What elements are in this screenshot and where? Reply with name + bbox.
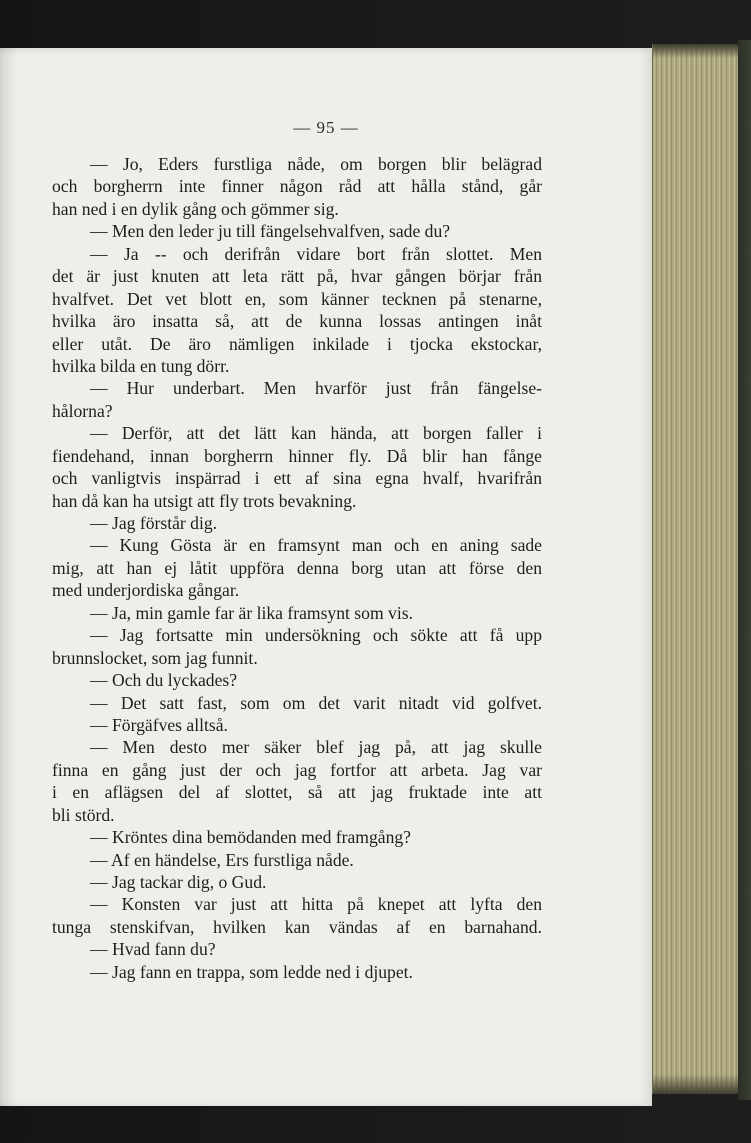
text-line: — Det satt fast, som om det varit nitadt vid golfvet.	[90, 692, 542, 713]
text-line: han ned i en dylik gång och gömmer sig.	[52, 198, 339, 219]
text-line: eller utåt. De äro nämligen inkilade i tjocka ekstockar,	[52, 333, 542, 354]
text-line: hålorna?	[52, 400, 113, 421]
text-line: — Konsten var just att hitta på knepet att lyfta den	[90, 894, 542, 915]
text-line: — Förgäfves alltså.	[90, 714, 228, 735]
text-line: — Jag fann en trappa, som ledde ned i djupet.	[90, 961, 413, 982]
text-line: det är just knuten att leta rätt på, hvar gången börjar från	[52, 266, 542, 287]
book-page-edges	[652, 44, 739, 1094]
text-line: — Kröntes dina bemödanden med framgång?	[90, 827, 411, 848]
text-line: hvalfvet. Det vet blott en, som känner tecknen på stenarne,	[52, 288, 542, 309]
text-line: — Men desto mer säker blef jag på, att jag skulle	[90, 737, 542, 758]
text-line: med underjordiska gångar.	[52, 580, 240, 601]
text-line: — Jo, Eders furstliga nåde, om borgen blir belägrad	[90, 154, 542, 174]
text-line: — Hur underbart. Men hvarför just från fängelse-	[90, 378, 542, 399]
text-line: — Och du lyckades?	[90, 670, 238, 691]
text-line: och borgherrn inte finner någon råd att hålla stånd, går	[52, 176, 542, 197]
text-line: — Af en händelse, Ers furstliga nåde.	[90, 849, 354, 870]
text-line: — Jag tackar dig, o Gud.	[90, 872, 267, 892]
text-line: bli störd.	[52, 804, 115, 825]
text-line: — Jag fortsatte min undersökning och sökte att få upp	[90, 625, 542, 646]
text-line: — Men den leder ju till fängelsehvalfven, sade du?	[90, 221, 451, 242]
text-line: — Ja -- och derifrån vidare bort från slottet. Men	[90, 243, 542, 264]
text-line: — Hvad fann du?	[90, 939, 216, 960]
text-line: han då kan ha utsigt att fly trots bevakning.	[52, 490, 357, 511]
page-number: — 95 —	[293, 118, 359, 137]
text-line: — Kung Gösta är en framsynt man och en aning sade	[90, 535, 542, 556]
text-line: — Jag förstår dig.	[90, 513, 218, 533]
text-line: hvilka bilda en tung dörr.	[52, 355, 230, 376]
text-line: brunnslocket, som jag funnit.	[52, 647, 258, 668]
text-line: och vanligtvis inspärrad i ett af sina egna hvalf, hvarifrån	[52, 468, 542, 489]
book-cover-edge	[738, 40, 751, 1100]
text-line: tunga stenskifvan, hvilken kan vändas af en barnahand.	[52, 916, 542, 937]
text-line: hvilka äro insatta så, att de kunna lossas antingen inåt	[52, 311, 542, 332]
text-line: — Ja, min gamle far är lika framsynt som vis.	[90, 602, 413, 623]
text-line: mig, att han ej låtit uppföra denna borg utan att förse den	[52, 557, 542, 578]
text-line: i en aflägsen del af slottet, så att jag fruktade inte att	[52, 782, 542, 803]
text-line: — Derför, att det lätt kan hända, att borgen faller i	[90, 423, 542, 444]
page-gutter-shadow	[0, 48, 18, 1106]
text-line: fiendehand, innan borgherrn hinner fly. Då blir han fånge	[52, 445, 542, 466]
page-text-block	[52, 153, 542, 983]
text-line: finna en gång just der och jag fortfor att arbeta. Jag var	[52, 759, 542, 780]
